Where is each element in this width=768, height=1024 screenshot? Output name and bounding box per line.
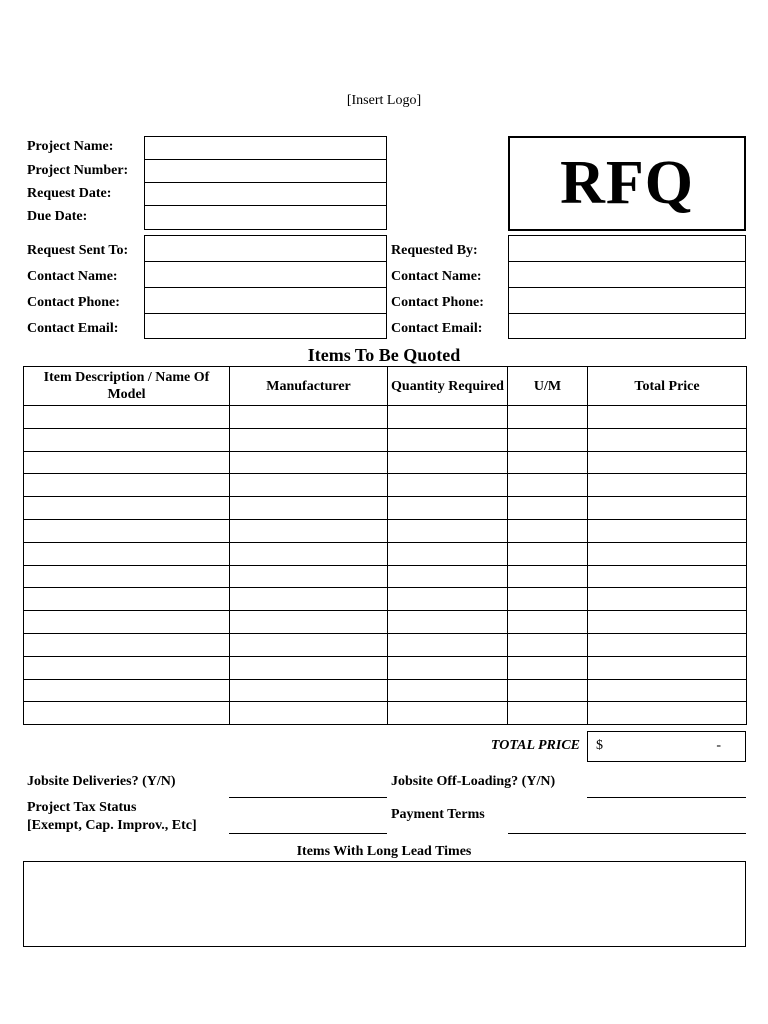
item-description-cell[interactable] (24, 611, 230, 634)
sent-to-contact-phone-field[interactable] (144, 287, 387, 314)
table-row (24, 542, 747, 565)
quantity-cell[interactable] (388, 451, 508, 474)
due-date-field[interactable] (144, 205, 387, 230)
jobsite-offloading-field[interactable] (587, 797, 746, 798)
manufacturer-cell[interactable] (230, 474, 388, 497)
requested-by-contact-email-label: Contact Email: (391, 321, 483, 336)
item-description-cell[interactable] (24, 451, 230, 474)
quantity-cell[interactable] (388, 679, 508, 702)
quantity-cell[interactable] (388, 542, 508, 565)
total-price-cell[interactable] (588, 451, 747, 474)
manufacturer-cell[interactable] (230, 611, 388, 634)
requested-by-contact-phone-field[interactable] (508, 287, 746, 314)
table-row (24, 656, 747, 679)
quantity-cell[interactable] (388, 633, 508, 656)
quantity-cell[interactable] (388, 702, 508, 725)
item-description-cell[interactable] (24, 679, 230, 702)
quantity-cell[interactable] (388, 406, 508, 429)
quantity-cell[interactable] (388, 497, 508, 520)
payment-terms-field[interactable] (508, 833, 746, 834)
project-name-label: Project Name: (27, 139, 114, 154)
item-description-cell[interactable] (24, 406, 230, 429)
unit-of-measure-cell[interactable] (508, 656, 588, 679)
manufacturer-cell[interactable] (230, 702, 388, 725)
unit-of-measure-cell[interactable] (508, 519, 588, 542)
total-price-cell[interactable] (588, 679, 747, 702)
item-description-cell[interactable] (24, 542, 230, 565)
requested-by-field[interactable] (508, 235, 746, 262)
unit-of-measure-cell[interactable] (508, 497, 588, 520)
item-description-cell[interactable] (24, 588, 230, 611)
sent-to-contact-name-field[interactable] (144, 261, 387, 288)
tax-status-label-line1: Project Tax Status (27, 800, 137, 815)
unit-of-measure-cell[interactable] (508, 679, 588, 702)
total-price-value: - (716, 738, 721, 753)
request-date-label: Request Date: (27, 186, 112, 201)
total-price-cell[interactable] (588, 656, 747, 679)
project-name-field[interactable] (144, 136, 387, 160)
manufacturer-cell[interactable] (230, 633, 388, 656)
column-header-quantity: Quantity Required (388, 367, 508, 406)
table-row (24, 679, 747, 702)
requested-by-contact-email-field[interactable] (508, 313, 746, 339)
table-row (24, 451, 747, 474)
column-header-manufacturer: Manufacturer (230, 367, 388, 406)
quantity-cell[interactable] (388, 611, 508, 634)
item-description-cell[interactable] (24, 702, 230, 725)
sent-to-contact-name-label: Contact Name: (27, 269, 118, 284)
jobsite-deliveries-label: Jobsite Deliveries? (Y/N) (27, 774, 176, 789)
due-date-label: Due Date: (27, 209, 88, 224)
jobsite-offloading-label: Jobsite Off-Loading? (Y/N) (391, 774, 556, 789)
requested-by-contact-phone-label: Contact Phone: (391, 295, 484, 310)
column-header-unit-of-measure: U/M (508, 367, 588, 406)
manufacturer-cell[interactable] (230, 406, 388, 429)
request-sent-to-field[interactable] (144, 235, 387, 262)
table-row (24, 406, 747, 429)
requested-by-contact-name-label: Contact Name: (391, 269, 482, 284)
requested-by-label: Requested By: (391, 243, 478, 258)
items-section-title: Items To Be Quoted (307, 345, 461, 365)
table-row (24, 497, 747, 520)
item-description-cell[interactable] (24, 565, 230, 588)
manufacturer-cell[interactable] (230, 679, 388, 702)
long-lead-items-textarea[interactable] (23, 861, 746, 947)
total-price-cell[interactable] (588, 565, 747, 588)
unit-of-measure-cell[interactable] (508, 542, 588, 565)
total-price-cell[interactable] (588, 542, 747, 565)
column-header-item-description: Item Description / Name Of Model (24, 367, 230, 406)
quantity-cell[interactable] (388, 474, 508, 497)
total-price-cell[interactable] (588, 428, 747, 451)
item-description-cell[interactable] (24, 633, 230, 656)
long-lead-title: Items With Long Lead Times (296, 844, 472, 859)
manufacturer-cell[interactable] (230, 588, 388, 611)
items-table (23, 366, 747, 725)
requested-by-contact-name-field[interactable] (508, 261, 746, 288)
item-description-cell[interactable] (24, 519, 230, 542)
item-description-cell[interactable] (24, 474, 230, 497)
unit-of-measure-cell[interactable] (508, 611, 588, 634)
manufacturer-cell[interactable] (230, 428, 388, 451)
total-price-field[interactable] (587, 731, 746, 762)
table-row (24, 474, 747, 497)
items-table-header-row (24, 367, 747, 406)
manufacturer-cell[interactable] (230, 451, 388, 474)
unit-of-measure-cell[interactable] (508, 451, 588, 474)
table-row (24, 633, 747, 656)
project-number-label: Project Number: (27, 163, 129, 178)
unit-of-measure-cell[interactable] (508, 428, 588, 451)
total-price-cell[interactable] (588, 497, 747, 520)
unit-of-measure-cell[interactable] (508, 588, 588, 611)
rfq-title: RFQ (508, 136, 746, 231)
table-row (24, 565, 747, 588)
project-number-field[interactable] (144, 159, 387, 183)
total-price-cell[interactable] (588, 611, 747, 634)
unit-of-measure-cell[interactable] (508, 702, 588, 725)
request-date-field[interactable] (144, 182, 387, 206)
item-description-cell[interactable] (24, 656, 230, 679)
manufacturer-cell[interactable] (230, 542, 388, 565)
sent-to-contact-email-field[interactable] (144, 313, 387, 339)
manufacturer-cell[interactable] (230, 497, 388, 520)
payment-terms-label: Payment Terms (391, 807, 485, 822)
total-price-cell[interactable] (588, 474, 747, 497)
total-price-cell[interactable] (588, 633, 747, 656)
table-row (24, 588, 747, 611)
item-description-cell[interactable] (24, 497, 230, 520)
items-table-body (24, 406, 747, 725)
unit-of-measure-cell[interactable] (508, 474, 588, 497)
column-header-total-price: Total Price (588, 367, 747, 406)
manufacturer-cell[interactable] (230, 565, 388, 588)
manufacturer-cell[interactable] (230, 519, 388, 542)
tax-status-field[interactable] (229, 833, 387, 834)
sent-to-contact-phone-label: Contact Phone: (27, 295, 120, 310)
total-price-currency: $ (596, 738, 603, 753)
tax-status-label-line2: [Exempt, Cap. Improv., Etc] (27, 818, 197, 833)
jobsite-deliveries-field[interactable] (229, 797, 387, 798)
logo-placeholder: [Insert Logo] (346, 93, 422, 108)
total-price-cell[interactable] (588, 406, 747, 429)
quantity-cell[interactable] (388, 428, 508, 451)
total-price-cell[interactable] (588, 702, 747, 725)
table-row (24, 702, 747, 725)
table-row (24, 519, 747, 542)
sent-to-contact-email-label: Contact Email: (27, 321, 119, 336)
total-price-cell[interactable] (588, 588, 747, 611)
unit-of-measure-cell[interactable] (508, 406, 588, 429)
quantity-cell[interactable] (388, 588, 508, 611)
quantity-cell[interactable] (388, 565, 508, 588)
unit-of-measure-cell[interactable] (508, 565, 588, 588)
total-price-cell[interactable] (588, 519, 747, 542)
unit-of-measure-cell[interactable] (508, 633, 588, 656)
table-row (24, 611, 747, 634)
quantity-cell[interactable] (388, 519, 508, 542)
total-price-label: TOTAL PRICE (490, 738, 580, 753)
request-sent-to-label: Request Sent To: (27, 243, 129, 258)
quantity-cell[interactable] (388, 656, 508, 679)
item-description-cell[interactable] (24, 428, 230, 451)
manufacturer-cell[interactable] (230, 656, 388, 679)
table-row (24, 428, 747, 451)
